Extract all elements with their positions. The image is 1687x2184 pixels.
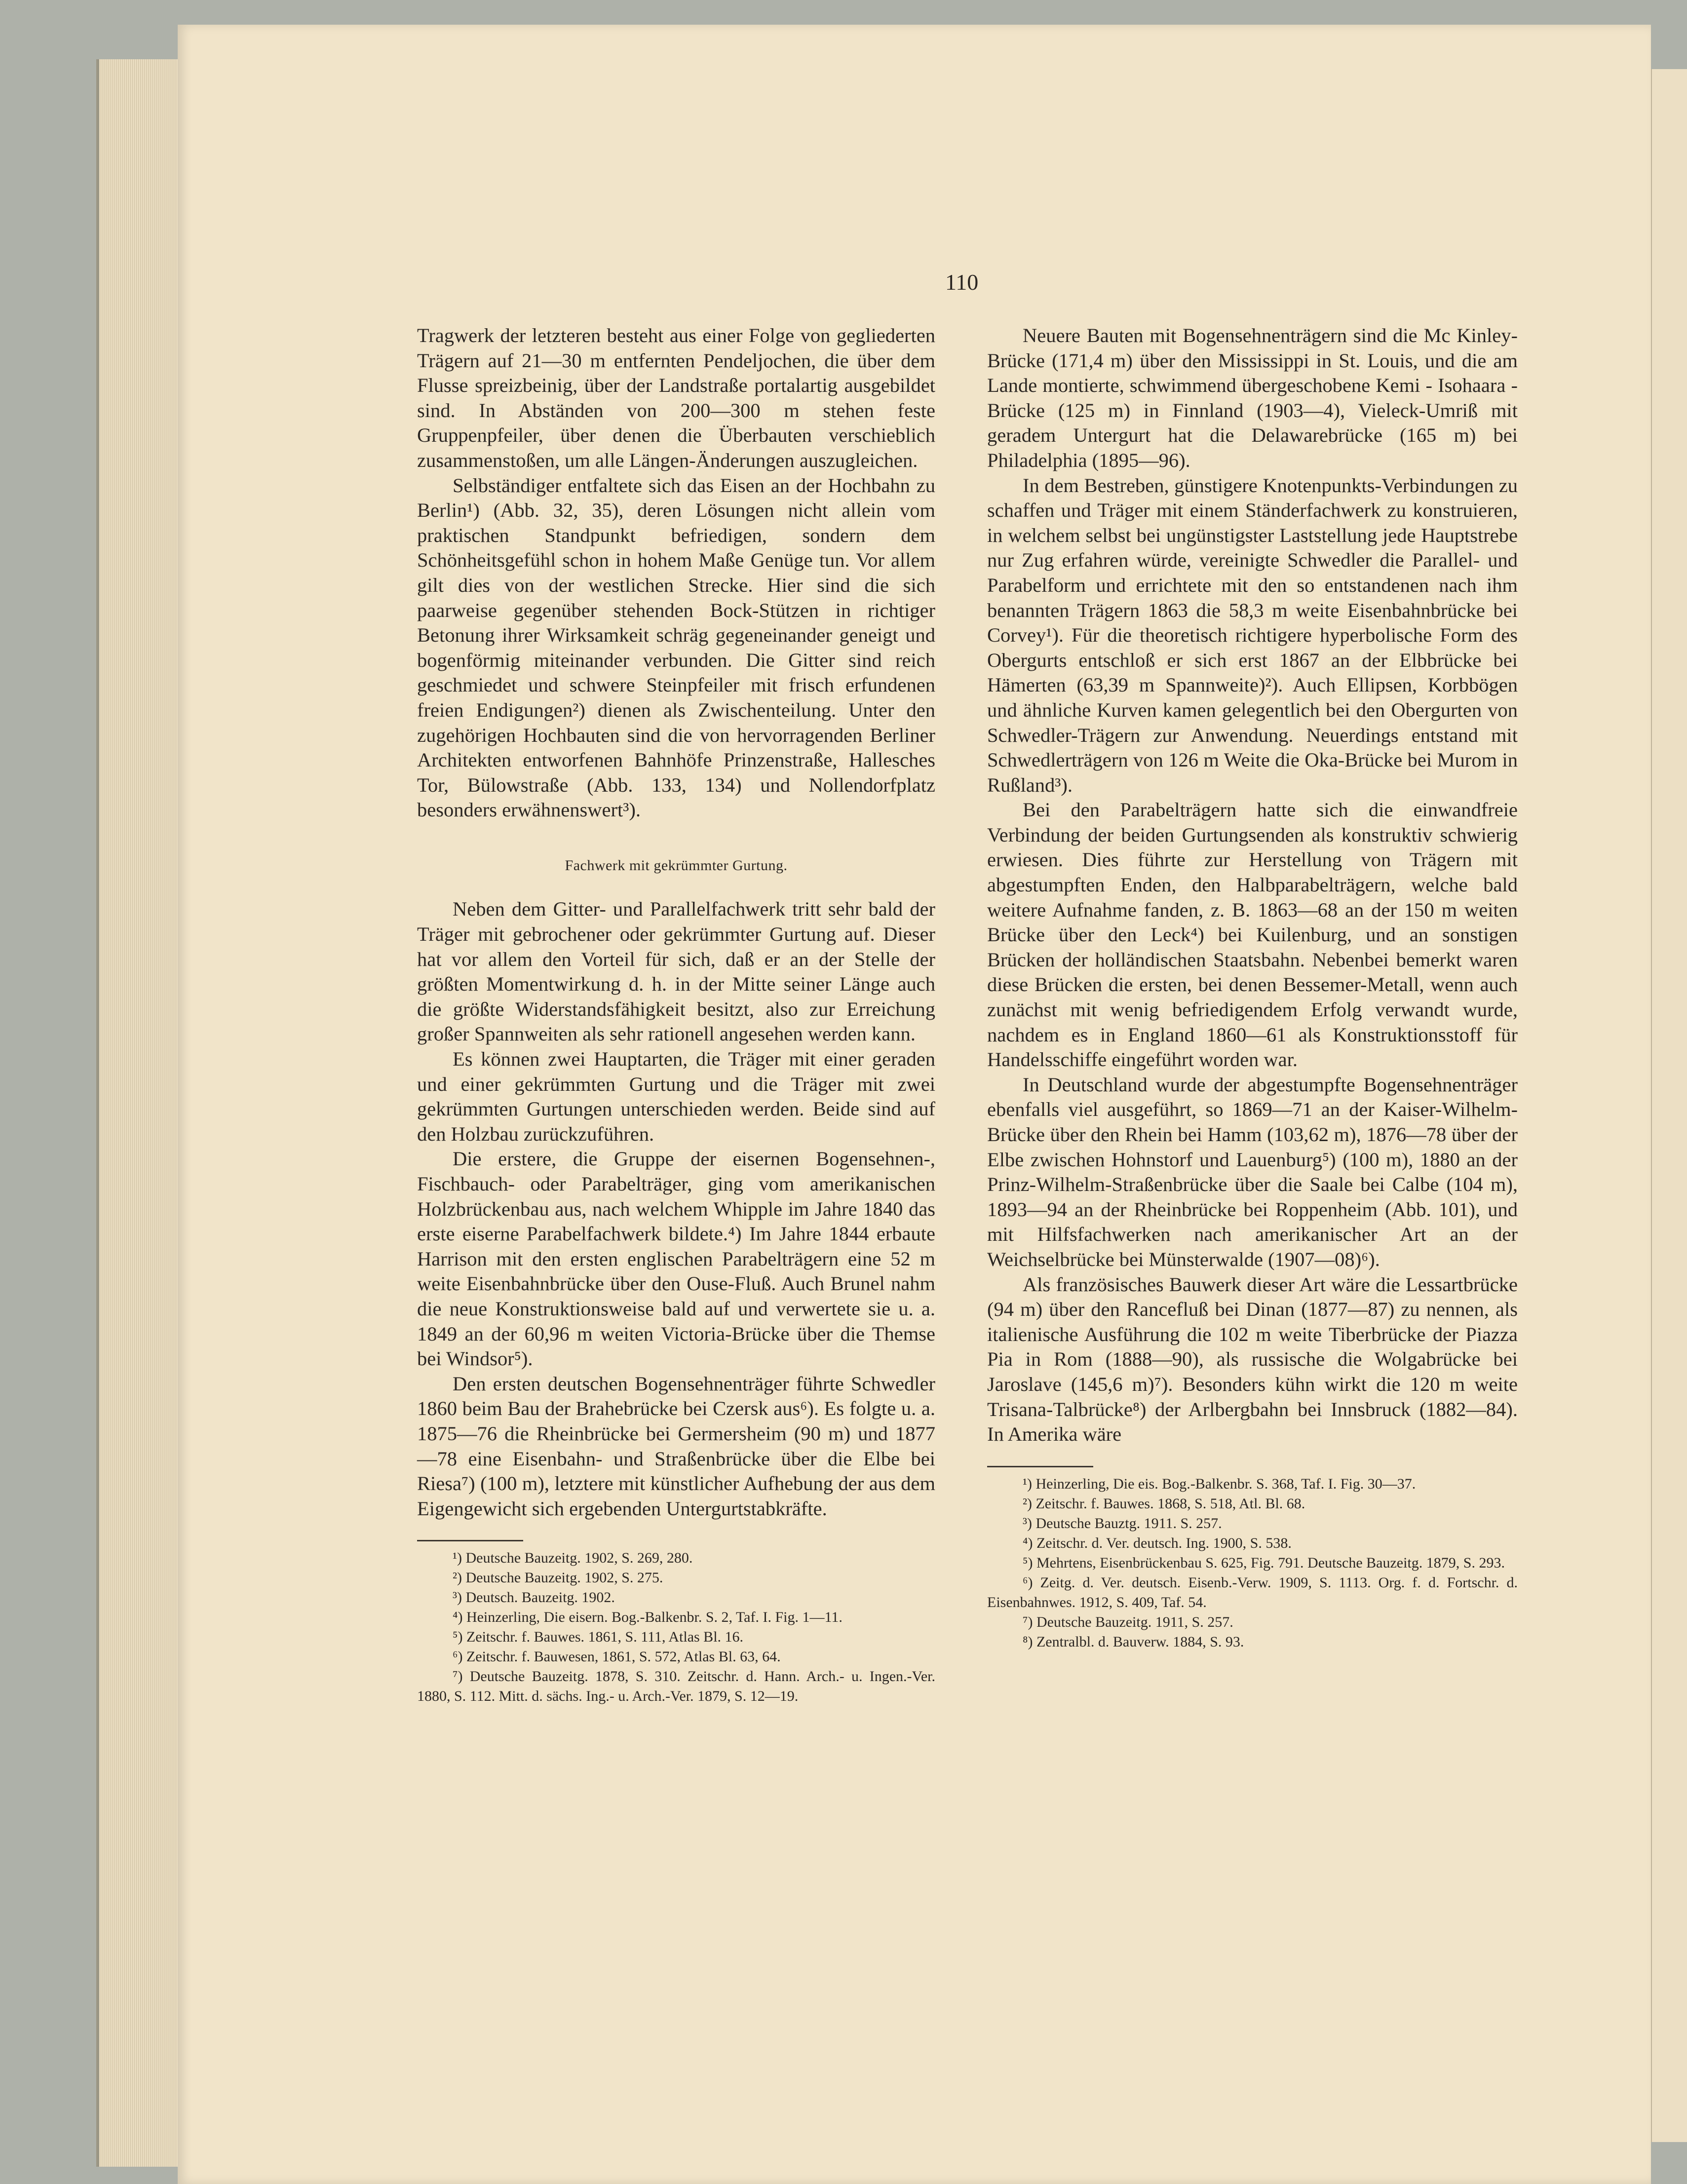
paragraph: Neben dem Gitter- und Parallelfachwerk tritt sehr bald der Träger mit gebrochener oder gekrümmter Gurtung auf. Dieser hat vor allem den Vorteil für sich, daß er an der Stelle der größten Momentwirkung d. h. in der Mitte seiner Länge auch die größte Widerstandsfähigkeit besitzt, also zur Erreichung großer Spannweiten als sehr rationell angesehen werden kann. bbox=[417, 898, 935, 1045]
footnote: ¹) Deutsche Bauzeitg. 1902, S. 269, 280. bbox=[453, 1550, 693, 1567]
footnote-rule bbox=[417, 1540, 523, 1541]
footnote: ²) Deutsche Bauzeitg. 1902, S. 275. bbox=[453, 1570, 663, 1586]
footnote: ⁵) Mehrtens, Eisenbrückenbau S. 625, Fig. 791. Deutsche Bauzeitg. 1879, S. 293. bbox=[1023, 1554, 1505, 1571]
paragraph: Bei den Parabelträgern hatte sich die einwandfreie Verbindung der beiden Gurtungsenden als konstruktiv schwierig erwiesen. Dies führte zur Herstellung von Trägern mit abgestumpften Enden, den Halbparabelträgern, welche bald weitere Aufnahme fanden, z. B. 1863—68 an der 150 m weiten Brücke über den Leck⁴) bei Kuilenburg, und an sonstigen Brücken der holländischen Staatsbahn. Nebenbei bemerkt waren diese Brücken die ersten, bei denen Bessemer-Metall, wenn auch zunächst mit wenig befriedigendem Erfolg verwandt wurde, nachdem es in England 1860—61 als Konstruktionsstoff für Handelsschiffe eingeführt worden war. bbox=[987, 799, 1518, 1071]
footnote: ⁸) Zentralbl. d. Bauverw. 1884, S. 93. bbox=[1023, 1633, 1244, 1650]
footnote: ⁵) Zeitschr. f. Bauwes. 1861, S. 111, Atlas Bl. 16. bbox=[453, 1629, 744, 1646]
paragraph: Die erstere, die Gruppe der eisernen Bogensehnen-, Fischbauch- oder Parabelträger, ging vom amerikanischen Holzbrückenbau aus, nach welchem Whipple im Jahre 1840 das erste eiserne Parabelfachwerk bildete.⁴) Im Jahre 1844 erbaute Harrison mit den ersten englischen Parabelträgern eine 52 m weite Eisenbahnbrücke über den Ouse-Fluß. Auch Brunel nahm die neue Konstruktionsweise bald auf und verwertete sie u. a. 1849 an der 60,96 m weiten Victoria-Brücke über die Themse bei Windsor⁵). bbox=[417, 1148, 935, 1370]
left-column bbox=[417, 323, 935, 1706]
page-number: 110 bbox=[945, 269, 979, 295]
footnote: ⁴) Heinzerling, Die eisern. Bog.-Balkenbr. S. 2, Taf. I. Fig. 1—11. bbox=[453, 1609, 843, 1626]
footnote: ³) Deutsch. Bauzeitg. 1902. bbox=[453, 1589, 615, 1606]
right-column bbox=[987, 323, 1518, 1652]
footnote: ²) Zeitschr. f. Bauwes. 1868, S. 518, Atl. Bl. 68. bbox=[1023, 1495, 1305, 1512]
paragraph: In dem Bestreben, günstigere Knotenpunkts-Verbindungen zu schaffen und Träger mit einem Ständerfachwerk zu konstruieren, in welchem selbst bei ungünstigster Laststellung jede Hauptstrebe nur Zug erfahren würde, vereinigte Schwedler die Parallel- und Parabelform und errichtete mit den so entstandenen nach ihm benannten Trägern 1863 die 58,3 m weite Eisenbahnbrücke bei Corvey¹). Für die theoretisch richtigere hyperbolische Form des Obergurts entschloß er sich erst 1867 an der Elbbrücke bei Hämerten (63,39 m Spannweite)²). Auch Ellipsen, Korbbögen und ähnliche Kurven kamen gelegentlich bei den Obergurten von Schwedler-Trägern zur Anwendung. Neuerdings entstand mit Schwedlerträgern von 126 m Weite die Oka-Brücke bei Murom in Rußland³). bbox=[987, 474, 1518, 796]
footnote: ⁷) Deutsche Bauzeitg. 1911, S. 257. bbox=[1023, 1613, 1233, 1630]
section-heading: Fachwerk mit gekrümmter Gurtung. bbox=[565, 857, 788, 874]
paragraph: Tragwerk der letzteren besteht aus einer Folge von gegliederten Trägern auf 21—30 m entfernten Pendeljochen, die über dem Flusse spreizbeinig, über der Landstraße portalartig ausgebildet sind. In Abständen von 200—300 m stehen feste Gruppenpfeiler, über denen die Überbauten verschieblich zusammenstoßen, um alle Längen-Änderungen auszugleichen. bbox=[417, 324, 935, 471]
footnotes bbox=[417, 1548, 935, 1706]
footnote: ¹) Heinzerling, Die eis. Bog.-Balkenbr. S. 368, Taf. I. Fig. 30—37. bbox=[1023, 1475, 1416, 1492]
paragraph: Als französisches Bauwerk dieser Art wäre die Lessartbrücke (94 m) über den Rancefluß bei Dinan (1877—87) zu nennen, als italienische Ausführung die 102 m weite Tiberbrücke der Piazza Pia in Rom (1888—90), als russische die Wolgabrücke bei Jaroslave (145,6 m)⁷). Besonders kühn wirkt die 120 m weite Trisana-Talbrücke⁸) der Arlbergbahn bei Innsbruck (1882—84). In Amerika wäre bbox=[987, 1273, 1518, 1446]
paragraph: In Deutschland wurde der abgestumpfte Bogensehnenträger ebenfalls viel ausgeführt, so 1869—71 an der Kaiser-Wilhelm-Brücke über den Rhein bei Hamm (103,62 m), 1876—78 über der Elbe zwischen Hohnstorf und Lauenburg⁵) (100 m), 1880 an der Prinz-Wilhelm-Straßenbrücke über die Saale bei Calbe (104 m), 1893—94 an der Rheinbrücke bei Roppenheim (Abb. 101), und mit Hilfsfachwerken nach amerikanischer Art an der Weichselbrücke bei Münsterwalde (1907—08)⁶). bbox=[987, 1073, 1518, 1270]
facing-page-edge bbox=[1651, 69, 1687, 2142]
footnote-rule bbox=[987, 1466, 1093, 1467]
paragraph: Selbständiger entfaltete sich das Eisen an der Hochbahn zu Berlin¹) (Abb. 32, 35), deren Lösungen nicht allein vom praktischen Standpunkt befriedigen, sondern dem Schönheitsgefühl schon in hohem Maße Genüge tun. Vor allem gilt dies von der westlichen Strecke. Hier sind die sich paarweise gegenüber stehenden Bock-Stützen in richtiger Betonung ihrer Wirksamkeit schräg gegeneinander geneigt und bogenförmig miteinander verbunden. Die Gitter sind reich geschmiedet und schwere Steinpfeiler mit frisch erfundenen freien Endigungen²) dienen als Zwischenteilung. Unter den zugehörigen Hochbauten sind die von hervorragenden Berliner Architekten entworfenen Bahnhöfe Prinzenstraße, Hallesches Tor, Bülowstraße (Abb. 133, 134) und Nollendorfplatz besonders erwähnenswert³). bbox=[417, 474, 935, 821]
paragraph: Es können zwei Hauptarten, die Träger mit einer geraden und einer gekrümmten Gurtung und die Träger mit zwei gekrümmten Gurtungen unterschieden werden. Beide sind auf den Holzbau zurückzuführen. bbox=[417, 1048, 935, 1145]
footnote: ⁶) Zeitschr. f. Bauwesen, 1861, S. 572, Atlas Bl. 63, 64. bbox=[453, 1648, 781, 1665]
paragraph: Neuere Bauten mit Bogensehnenträgern sind die Mc Kinley-Brücke (171,4 m) über den Mississippi in St. Louis, und die am Lande montierte, schwimmend übergeschobene Kemi - Isohaara - Brücke (125 m) in Finnland (1903—4), Vieleck-Umriß mit geradem Untergurt hat die Delawarebrücke (165 m) bei Philadelphia (1895—96). bbox=[987, 324, 1518, 471]
footnote: ⁶) Zeitg. d. Ver. deutsch. Eisenb.-Verw. 1909, S. 1113. Org. f. d. Fortschr. d. Eisenbahnwes. 1912, S. 409, Taf. 54. bbox=[987, 1574, 1518, 1610]
footnote: ³) Deutsche Bauztg. 1911. S. 257. bbox=[1023, 1515, 1222, 1532]
footnote: ⁷) Deutsche Bauzeitg. 1878, S. 310. Zeitschr. d. Hann. Arch.- u. Ingen.-Ver. 1880, S. 112. Mitt. d. sächs. Ing.- u. Arch.-Ver. 1879, S. 12—19. bbox=[417, 1668, 935, 1705]
paragraph: Den ersten deutschen Bogensehnenträger führte Schwedler 1860 beim Bau der Brahebrücke bei Czersk aus⁶). Es folgte u. a. 1875—76 die Rheinbrücke bei Germersheim (90 m) und 1877—78 eine Eisenbahn- und Straßenbrücke über die Elbe bei Riesa⁷) (100 m), letztere mit künstlicher Aufhebung der aus dem Eigengewicht sich ergebenden Untergurtstabkräfte. bbox=[417, 1372, 935, 1520]
footnote: ⁴) Zeitschr. d. Ver. deutsch. Ing. 1900, S. 538. bbox=[1023, 1534, 1292, 1551]
book-page-edges bbox=[96, 59, 188, 2167]
footnotes bbox=[987, 1474, 1518, 1652]
